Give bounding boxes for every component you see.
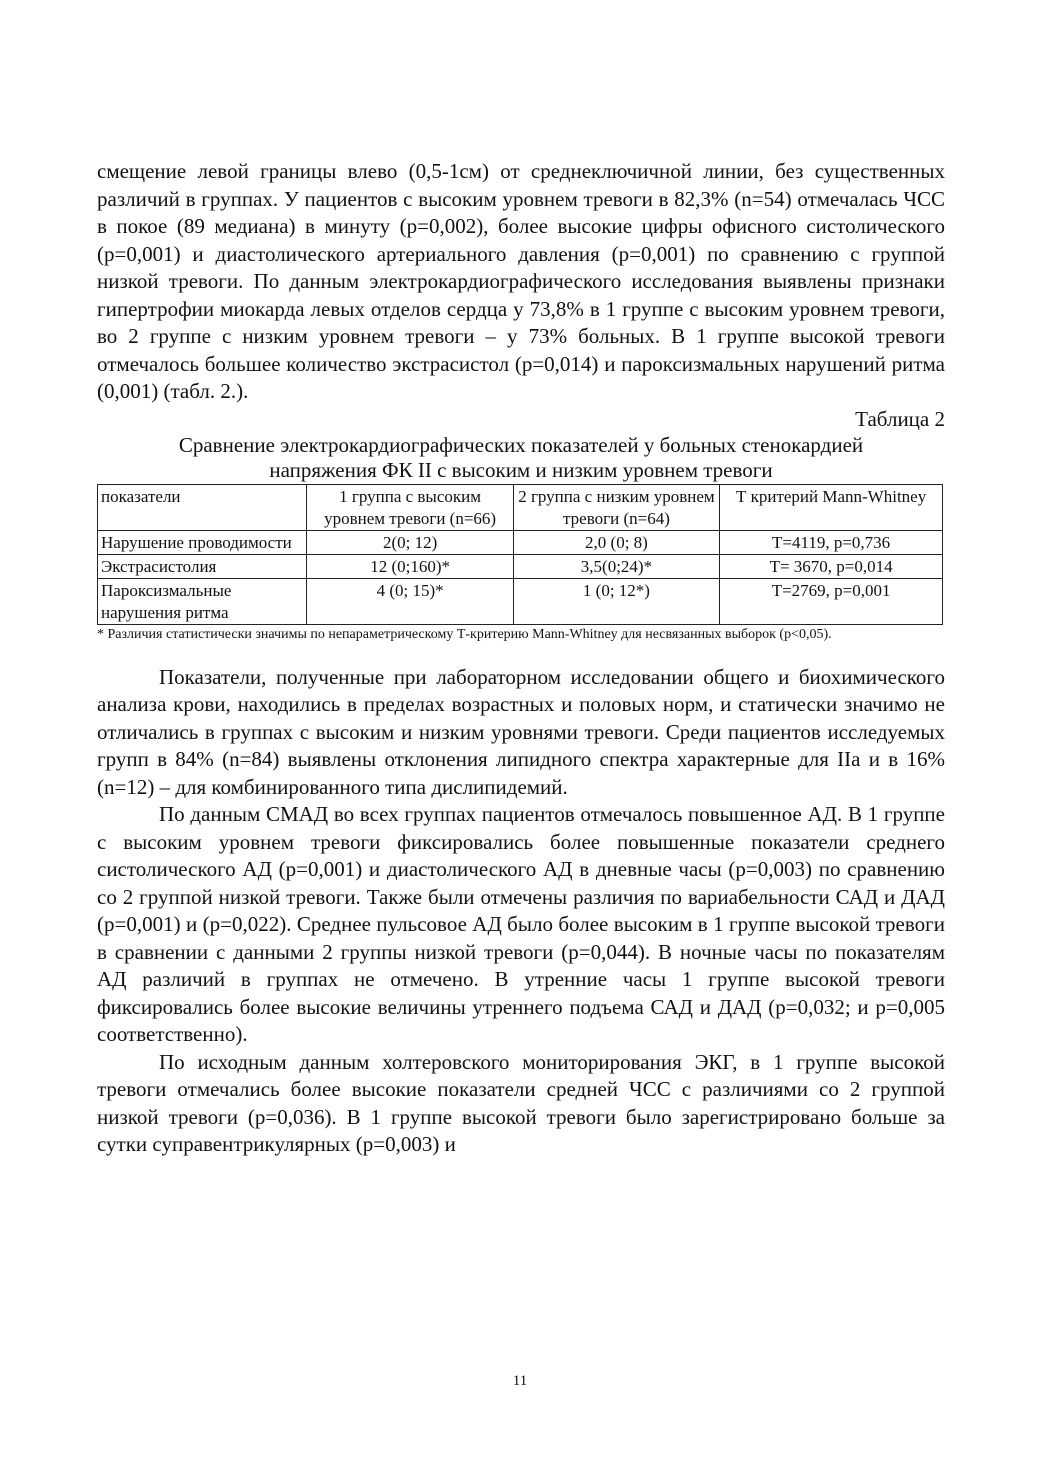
header-cell: Т критерий Mann-Whitney	[720, 484, 943, 530]
table-cell: 2,0 (0; 8)	[513, 530, 719, 554]
table-title-line2: напряжения ФК II с высоким и низким уровнем тревоги	[269, 457, 773, 482]
table-cell: 2(0; 12)	[307, 530, 513, 554]
table-cell: 4 (0; 15)*	[307, 578, 513, 624]
paragraph-lab: Показатели, полученные при лабораторном исследовании общего и биохимического анализа крови, находились в пределах возрастных и половых норм, и статически значимо не отличались в группах с высоким и низким уровнями тревоги. Среди пациентов исследуемых групп в 84% (n=84) выявлены отклонения липидного спектра характерные для IIa и в 16% (n=12) – для комбинированного типа дислипидемий.	[97, 664, 945, 799]
table-cell: Экстрасистолия	[98, 554, 307, 578]
table-footnote: * Различия статистически значимы по непараметрическому Т-критерию Mann-Whitney для несвязанных выборок (p<0,05).	[97, 626, 832, 642]
page-number: 11	[512, 1373, 528, 1389]
document-page	[97, 158, 945, 1159]
table-cell: 3,5(0;24)*	[513, 554, 719, 578]
ecg-comparison-table	[97, 484, 943, 625]
table-row	[98, 554, 943, 578]
table-cell: Нарушение проводимости	[98, 530, 307, 554]
table-row	[98, 530, 943, 554]
table-title	[97, 433, 945, 483]
table-cell: 12 (0;160)*	[307, 554, 513, 578]
paragraph-intro: смещение левой границы влево (0,5-1см) от среднеключичной линии, без существенных различий в группах. У пациентов с высоким уровнем тревоги в 82,3% (n=54) отмечалась ЧСС в покое (89 медиана) в минуту (p=0,002), более высокие цифры офисного систолического (p=0,001) и диастолического артериального давления (p=0,001) по сравнению с группой низкой тревоги. По данным электрокардиографического исследования выявлены признаки гипертрофии миокарда левых отделов сердца у 73,8% в 1 группе с высоким уровнем тревоги, во 2 группе с низким уровнем тревоги – у 73% больных. В 1 группе высокой тревоги отмечалось большее количество экстрасистол (p=0,014) и пароксизмальных нарушений ритма (0,001) (табл. 2.).	[97, 159, 945, 403]
table-title-line1: Сравнение электрокардиографических показателей у больных стенокардией	[178, 432, 864, 457]
table-row	[98, 578, 943, 624]
header-cell: 2 группа с низким уровнем тревоги (n=64)	[513, 484, 719, 530]
table-cell: T= 3670, p=0,014	[720, 554, 943, 578]
paragraph-holter: По исходным данным холтеровского мониторирования ЭКГ, в 1 группе высокой тревоги отмечались более высокие показатели средней ЧСС с различиями со 2 группой низкой тревоги (p=0,036). В 1 группе высокой тревоги было зарегистрировано больше за сутки суправентрикулярных (p=0,003) и	[97, 1049, 945, 1156]
table-header-row	[98, 484, 943, 530]
table-cell: Пароксизмальные нарушения ритма	[98, 578, 307, 624]
table-cell: T=2769, p=0,001	[720, 578, 943, 624]
header-cell: 1 группа с высоким уровнем тревоги (n=66)	[307, 484, 513, 530]
table-cell: T=4119, p=0,736	[720, 530, 943, 554]
header-cell: показатели	[98, 484, 307, 530]
table-cell: 1 (0; 12*)	[513, 578, 719, 624]
table-label: Таблица 2	[855, 406, 945, 431]
paragraph-smad: По данным СМАД во всех группах пациентов отмечалось повышенное АД. В 1 группе с высоким уровнем тревоги фиксировались более повышенные показатели среднего систолического АД (p=0,001) и диастолического АД в дневные часы (p=0,003) по сравнению со 2 группой низкой тревоги. Также были отмечены различия по вариабельности САД и ДАД (p=0,001) и (p=0,022). Среднее пульсовое АД было более высоким в 1 группе высокой тревоги в сравнении с данными 2 группы низкой тревоги (p=0,044). В ночные часы по показателям АД различий в группах не отмечено. В утренние часы 1 группе высокой тревоги фиксировались более высокие величины утреннего подъема САД и ДАД (p=0,032; и p=0,005 соответственно).	[97, 802, 945, 1046]
